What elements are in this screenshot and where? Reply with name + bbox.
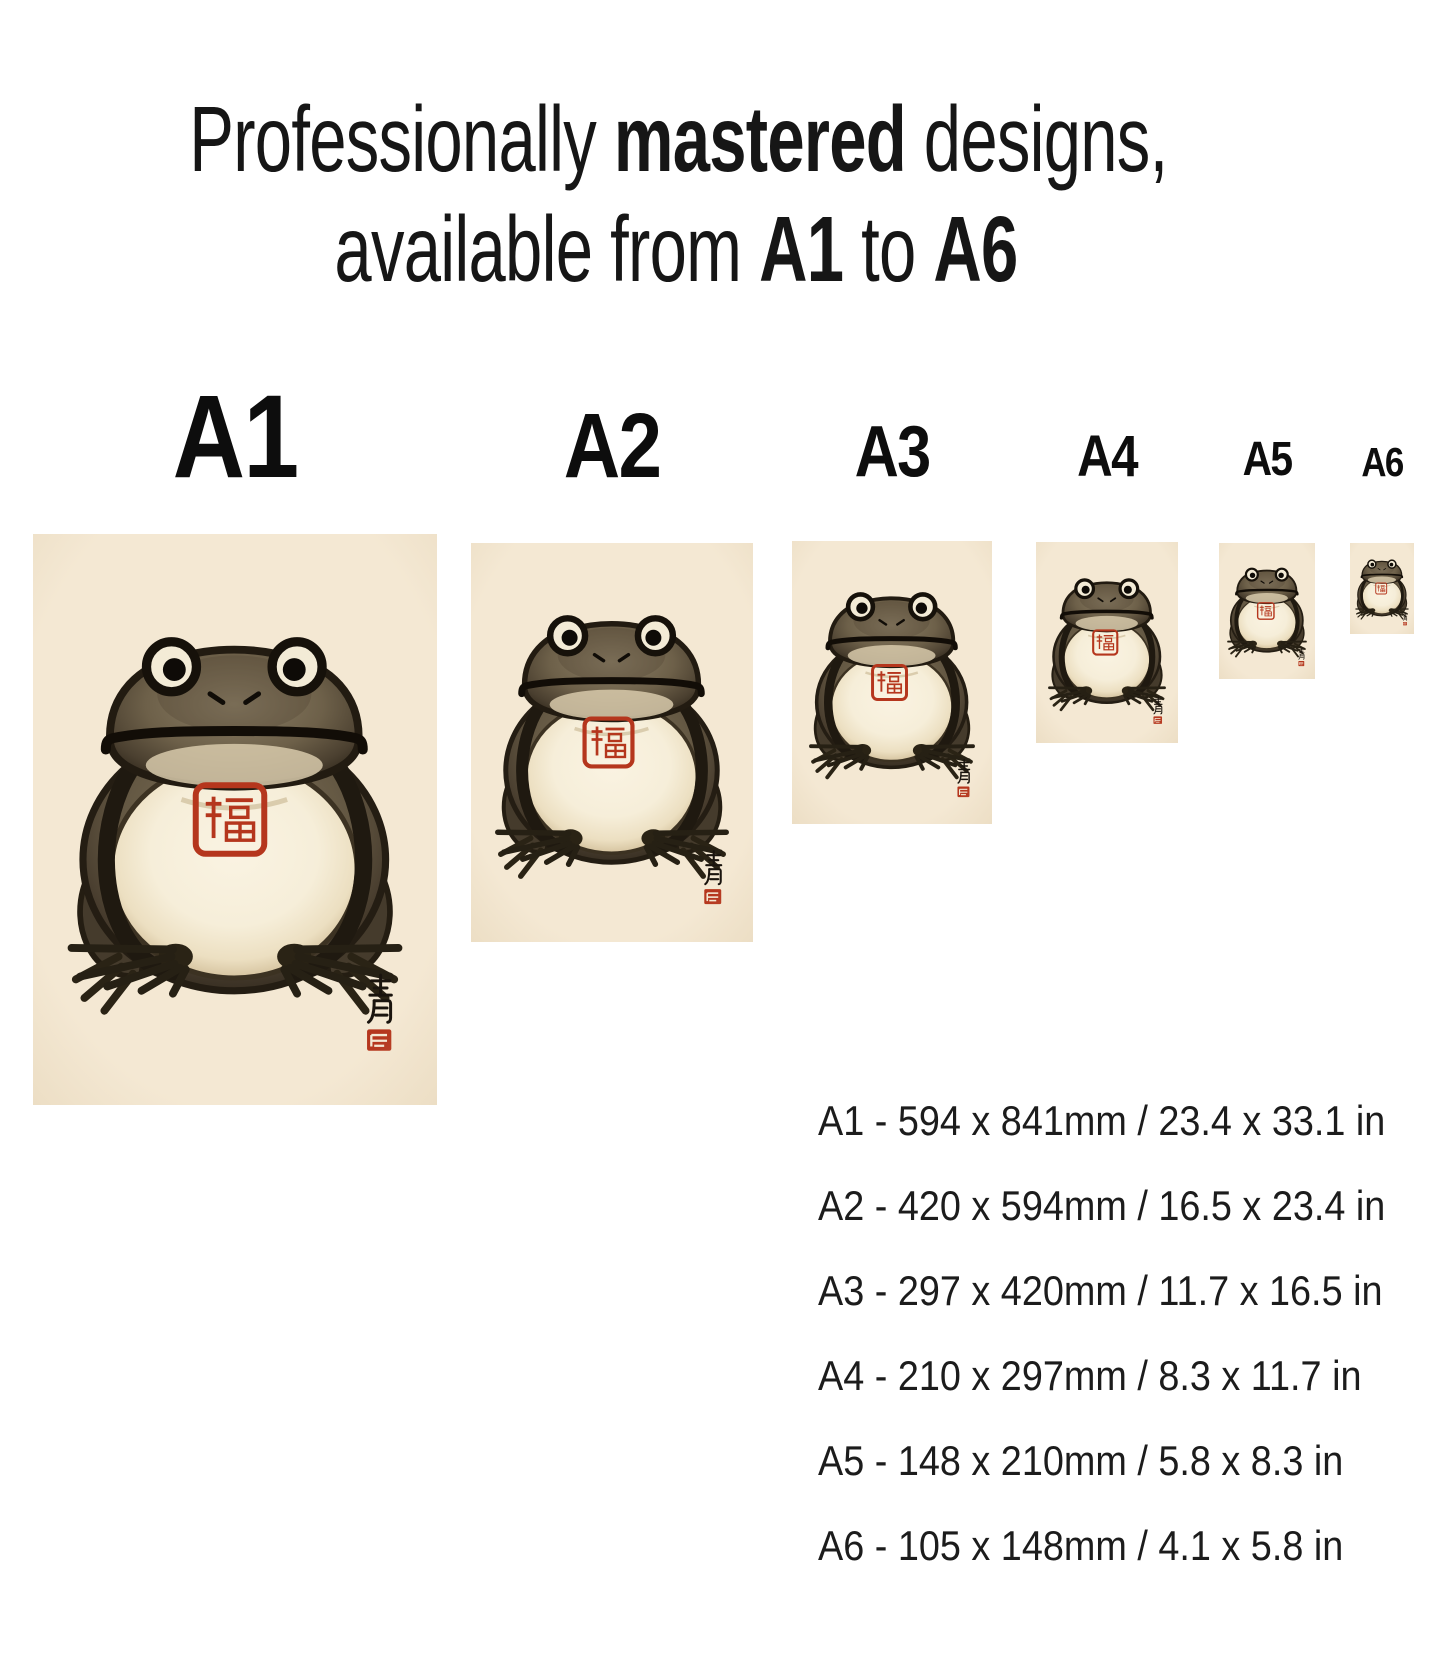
size-spec-a3: A3 - 297 x 420mm / 11.7 x 16.5 in (818, 1267, 1383, 1314)
size-spec-a6: A6 - 105 x 148mm / 4.1 x 5.8 in (818, 1522, 1344, 1569)
size-spec-a2: A2 - 420 x 594mm / 16.5 x 23.4 in (818, 1182, 1386, 1229)
title-line-1: Professionally mastered designs, (189, 87, 1168, 191)
poster-preview-a6 (1350, 543, 1414, 634)
poster-preview-a4 (1036, 542, 1178, 743)
poster-preview-a3 (792, 541, 992, 824)
size-label-a6: A6 (1361, 439, 1403, 485)
size-spec-a1: A1 - 594 x 841mm / 23.4 x 33.1 in (818, 1097, 1386, 1144)
poster-preview-a1 (33, 534, 437, 1105)
page-title (189, 84, 1168, 304)
size-label-a1: A1 (172, 371, 298, 503)
size-spec-list (818, 1078, 1385, 1588)
size-label-a5: A5 (1242, 433, 1292, 486)
title-line-2: available from A1 to A6 (334, 197, 1018, 301)
size-spec-a4: A4 - 210 x 297mm / 8.3 x 11.7 in (818, 1352, 1362, 1399)
size-label-a3: A3 (854, 412, 930, 492)
poster-preview-a5 (1219, 543, 1315, 679)
size-spec-a5: A5 - 148 x 210mm / 5.8 x 8.3 in (818, 1437, 1344, 1484)
poster-preview-a2 (471, 543, 753, 942)
size-label-a4: A4 (1077, 424, 1137, 489)
size-label-a2: A2 (563, 395, 661, 497)
